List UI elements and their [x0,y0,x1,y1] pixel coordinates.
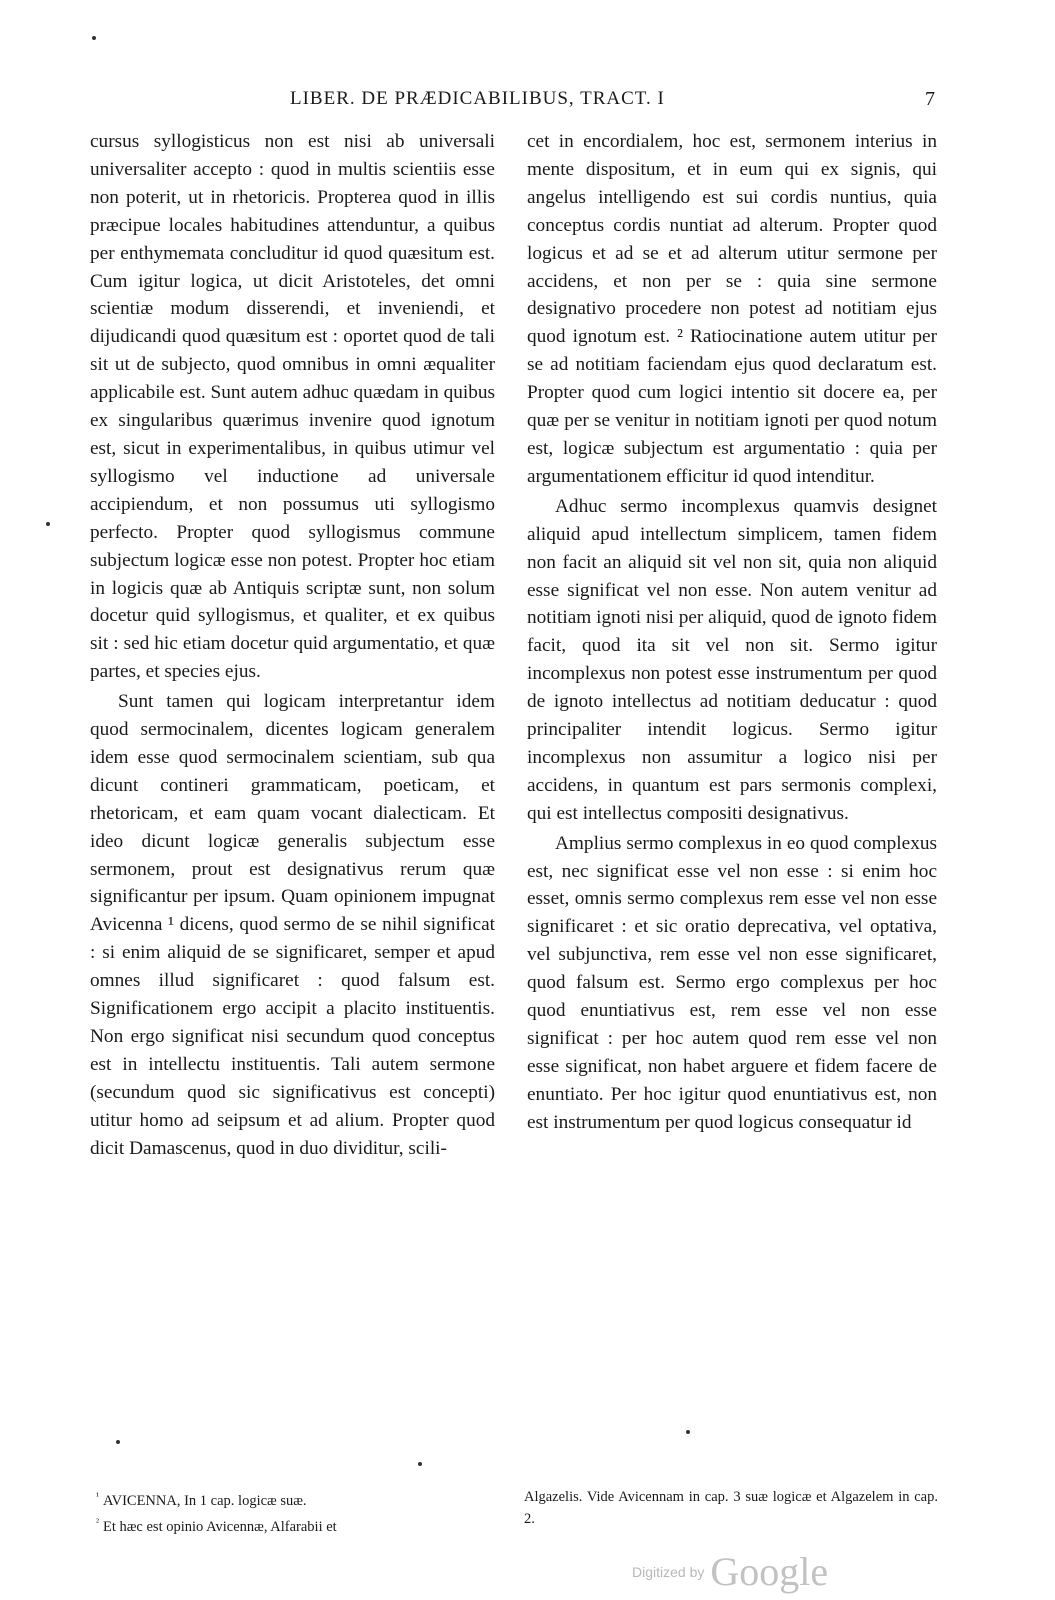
speck-mark [686,1430,690,1434]
left-column [90,128,495,1163]
footnote-text: AVICENNA, In 1 cap. logicæ suæ. [103,1492,307,1509]
right-column [527,128,937,1137]
speck-mark [46,522,50,526]
footnote-mark: ¹ [96,1491,99,1502]
footnote [524,1486,938,1530]
running-header [90,88,935,118]
google-logo: Google [710,1549,829,1594]
footnote-text: Algazelis. Vide Avicennam in cap. 3 suæ logicæ et Algazelem in cap. 2. [524,1489,938,1527]
running-title: LIBER. DE PRÆDICABILIBUS, TRACT. I [290,88,665,109]
speck-mark [92,36,96,40]
watermark-prefix: Digitized by [632,1564,705,1580]
footnote [96,1486,496,1512]
footnote-mark: ² [96,1516,99,1528]
footnote-text: Et hæc est opinio Avicennæ, Alfarabii et [103,1518,337,1535]
footnotes-right [524,1486,938,1530]
paragraph: Adhuc sermo incomplexus quamvis designet aliquid apud intellectum simplicem, tamen fidem non facit an aliquid sit vel non sit, quia non aliquid esse significat vel non esse. Non autem venitur ad notitiam ignoti nisi per aliquid, quod de ignoto fidem facit, quod ita sit vel non sit. Sermo igitur incomplexus non potest esse instrumentum per quod de ignoto intellectus ad notitiam deducatur : quod principaliter intendit logicus. Sermo igitur incomplexus non assumitur a logico nisi per accidens, in quantum est pars sermonis complexi, qui est intellectus compositi designativus. [527,495,937,824]
paragraph: Amplius sermo complexus in eo quod complexus est, nec significat esse vel non esse : si enim hoc esset, omnis sermo complexus rem esse vel non esse significaret : et sic oratio deprecativa, vel optativa, vel subjunctiva, rem esse vel non esse significaret, quod falsum est. Sermo ergo complexus per hoc quod enuntiativus est, rem esse vel non esse significat : per hoc autem quod rem esse vel non esse significat, non habet arguere et fidem facere de enuntiato. Per hoc igitur quod enuntiativus est, non est instrumentum per quod logicus consequatur id [527,832,937,1133]
paragraph: Sunt tamen qui logicam interpretantur idem quod sermocinalem, dicentes logicam generalem idem esse quod sermocinalem scientiam, sub qua dicunt contineri grammaticam, poeticam, et rhetoricam, et eam quam vocant dialecticam. Et ideo dicunt logicæ generalis subjectum esse sermonem, prout est designativus rerum quæ significantur per ipsum. Quam opinionem impugnat Avicenna ¹ dicens, quod sermo de se nihil significat : si enim aliquid de se significaret, semper et apud omnes illud significaret : quod falsum est. Significationem ergo accipit a placito instituentis. Non ergo significat nisi secundum quod conceptus est in intellectu instituentis. Tali autem sermone (secundum quod sic significativus est concepti) utitur homo ad seipsum et ad alium. Propter quod dicit Damascenus, quod in duo dividitur, scili- [90,691,495,1159]
footnote [96,1512,496,1538]
paragraph: cursus syllogisticus non est nisi ab universali universaliter accepto : quod in multis scientiis esse non poterit, ut in rhetoricis. Propterea quod in illis præcipue locales habitudines attenduntur, a quibus per enthymemata concluditur id quod quæsitum est. Cum igitur logica, ut dicit Aristoteles, det omni scientiæ modum disserendi, et inveniendi, et dijudicandi quod quæsitum est : oportet quod de tali sit ut de subjecto, quod omnibus in omni æqualiter applicabile est. Sunt autem adhuc quædam in quibus ex singularibus quærimus invenire quod ignotum est, sicut in experimentalibus, in quibus utimur vel syllogismo vel inductione ad universale accipiendum, et non possumus uti syllogismo perfecto. Propter quod syllogismus commune subjectum logicæ esse non potest. Propter hoc etiam in logicis quæ ab Antiquis scriptæ sunt, non solum docetur quid syllogismus, et qualiter, et ex quibus sit : sed hic etiam docetur quid argumentatio, et quæ partes, et species ejus. [90,131,495,683]
speck-mark [418,1462,422,1466]
paragraph: cet in encordialem, hoc est, sermonem interius in mente dispositum, et in eum qui ex signis, qui angelus intelligendo est sui cordis nuntius, quia conceptus cordis nuntiat ad alterum. Propter quod logicus et ad se et ad alterum utitur sermone per accidens, et non per se : quia sine sermone designativo procedere non potest ad notitiam ejus quod ignotum est. ² Ratiocinatione autem utitur per se ad notitiam faciendam ejus quod declaratum est. Propter quod cum logici intentio sit docere ea, per quæ per se venitur in notitiam ignoti per quod notum est, logicæ subjectum est argumentatio : quia per argumentationem efficitur id quod intenditur. [527,131,937,487]
speck-mark [116,1440,120,1444]
page-number: 7 [925,88,935,110]
digitized-watermark [632,1548,828,1595]
footnotes-left [96,1486,496,1538]
